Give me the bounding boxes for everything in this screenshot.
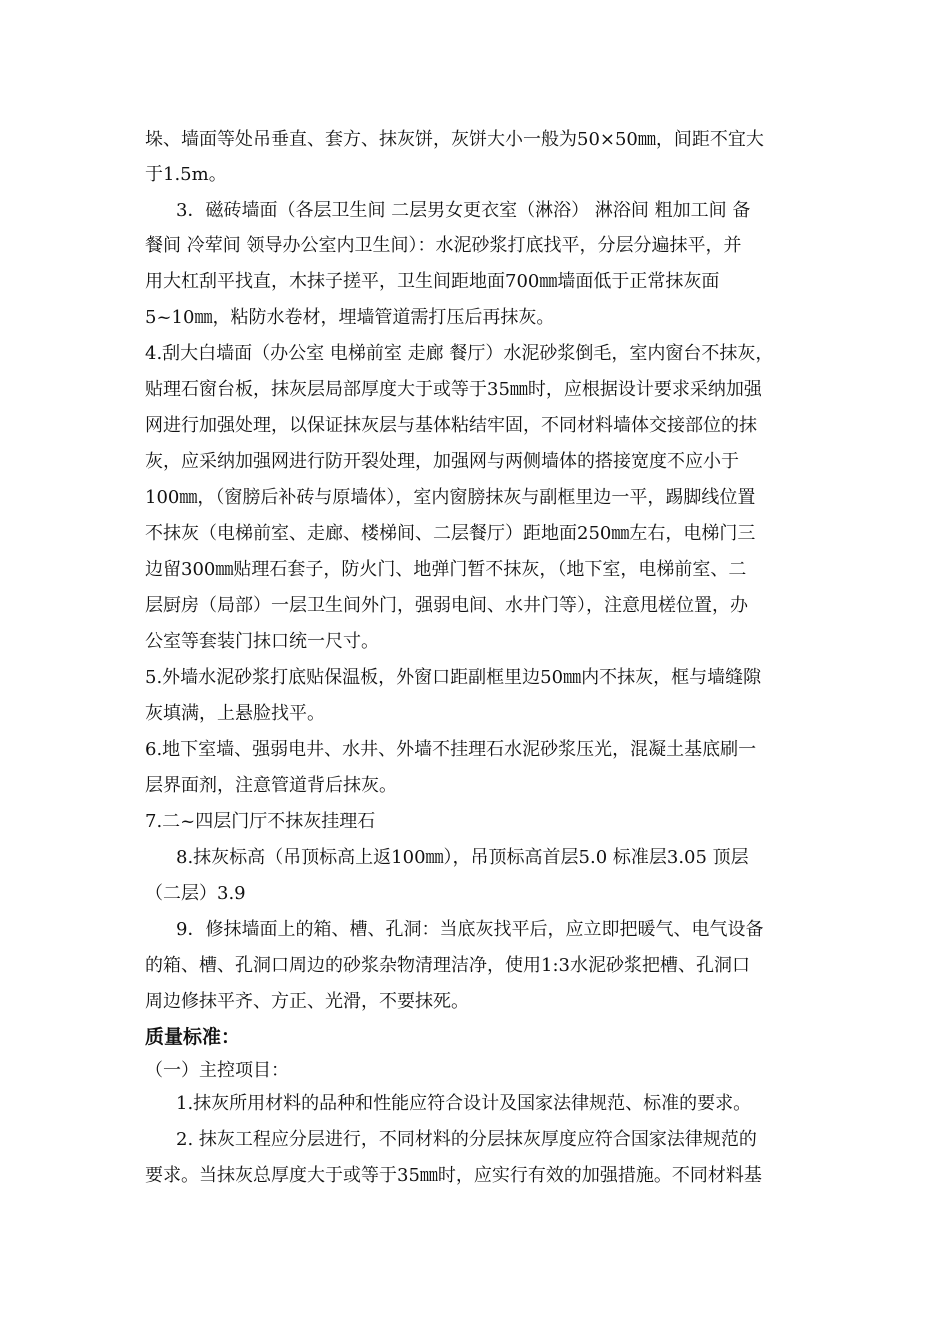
subsection-heading: （一）主控项目： [145, 1060, 289, 1081]
text-line: 周边修抹平齐、方正、光滑，不要抹死。 [145, 991, 469, 1012]
text-line: 边留300㎜贴理石套子，防火门、地弹门暂不抹灰，（地下室，电梯前室、二 [145, 559, 747, 580]
text-line: 层厨房（局部）一层卫生间外门，强弱电间、水井门等），注意甩槎位置，办 [145, 595, 748, 616]
text-line: 2. 抹灰工程应分层进行，不同材料的分层抹灰厚度应符合国家法律规范的 [176, 1129, 757, 1150]
text-line: 4.刮大白墙面（办公室 电梯前室 走廊 餐厅）水泥砂浆倒毛，室内窗台不抹灰， [145, 343, 774, 364]
text-line: 垛、墙面等处吊垂直、套方、抹灰饼，灰饼大小一般为50×50㎜，间距不宜大 [145, 129, 764, 150]
text-line: 公室等套装门抹口统一尺寸。 [145, 631, 379, 652]
text-line: 9．修抹墙面上的箱、槽、孔洞：当底灰找平后，应立即把暖气、电气设备 [176, 919, 764, 940]
text-line: 的箱、槽、孔洞口周边的砂浆杂物清理洁净，使用1:3水泥砂浆把槽、孔洞口 [145, 955, 750, 976]
section-heading: 质量标准： [145, 1026, 241, 1048]
text-line: 用大杠刮平找直，木抹子搓平，卫生间距地面700㎜墙面低于正常抹灰面 [145, 271, 720, 292]
text-line: 1.抹灰所用材料的品种和性能应符合设计及国家法律规范、标准的要求。 [176, 1093, 752, 1114]
text-line: （二层）3.9 [145, 883, 246, 904]
text-line: 网进行加强处理，以保证抹灰层与基体粘结牢固，不同材料墙体交接部位的抹 [145, 415, 757, 436]
text-line: 餐间 冷荤间 领导办公室内卫生间）：水泥砂浆打底找平，分层分遍抹平，并 [145, 235, 742, 256]
text-line: 于1.5m。 [145, 164, 227, 185]
text-line: 5~10㎜，粘防水卷材，埋墙管道需打压后再抹灰。 [145, 307, 555, 328]
text-line: 灰填满，上悬脸找平。 [145, 703, 325, 724]
text-line: 灰，应采纳加强网进行防开裂处理，加强网与两侧墙体的搭接宽度不应小于 [145, 451, 739, 472]
text-line: 6.地下室墙、强弱电井、水井、外墙不挂理石水泥砂浆压光，混凝土基底刷一 [145, 739, 757, 760]
text-line: 5.外墙水泥砂浆打底贴保温板，外窗口距副框里边50㎜内不抹灰，框与墙缝隙 [145, 667, 762, 688]
text-line: 层界面剂，注意管道背后抹灰。 [145, 775, 397, 796]
text-line: 8.抹灰标高（吊顶标高上返100㎜），吊顶标高首层5.0 标准层3.05 顶层 [176, 847, 749, 868]
text-line: 7.二~四层门厅不抹灰挂理石 [145, 811, 376, 832]
text-line: 不抹灰（电梯前室、走廊、楼梯间、二层餐厅）距地面250㎜左右，电梯门三 [145, 523, 756, 544]
text-line: 要求。当抹灰总厚度大于或等于35㎜时，应实行有效的加强措施。不同材料基 [145, 1165, 762, 1186]
text-line: 3．磁砖墙面（各层卫生间 二层男女更衣室（淋浴） 淋浴间 粗加工间 备 [176, 200, 751, 221]
text-line: 100㎜，（窗膀后补砖与原墙体），室内窗膀抹灰与副框里边一平，踢脚线位置 [145, 487, 756, 508]
text-line: 贴理石窗台板，抹灰层局部厚度大于或等于35㎜时，应根据设计要求采纳加强 [145, 379, 762, 400]
